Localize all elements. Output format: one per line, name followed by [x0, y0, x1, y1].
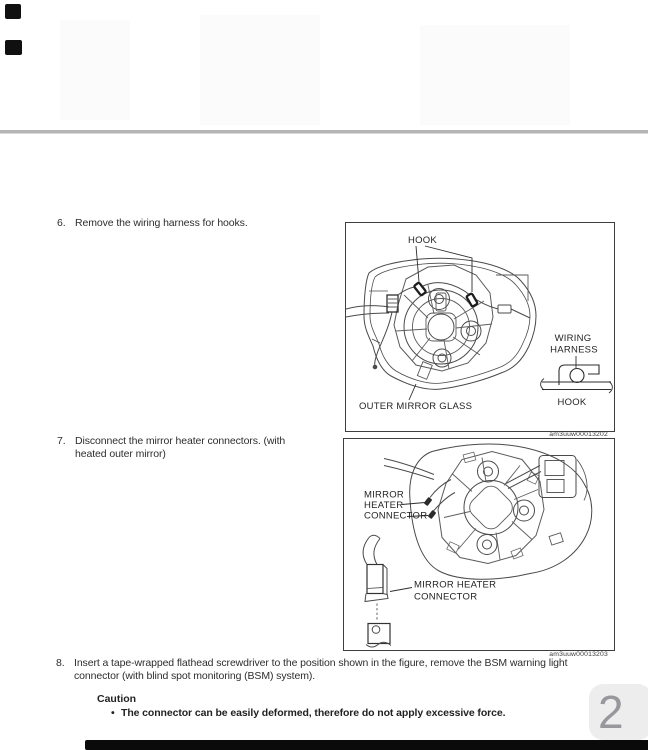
step-number: 8. [56, 657, 65, 669]
wiring-harness-label-line2: HARNESS [550, 344, 598, 356]
step-8 [56, 657, 601, 683]
step-text: Disconnect the mirror heater connectors. (with heated outer mirror) [75, 435, 286, 460]
page-corner-mark [5, 40, 22, 55]
caution-text: The connector can be easily deformed, therefore do not apply excessive force. [121, 707, 506, 719]
bullet-icon: • [111, 707, 115, 719]
step-6 [57, 217, 337, 230]
mirror-heater-connector-label-line3: CONNECTOR [364, 510, 428, 522]
mirror-heater-connector-label-line1: MIRROR [364, 489, 405, 501]
harness-hook-cross-section [541, 356, 613, 393]
scan-bleed-artifact [200, 15, 320, 125]
wiring-harness-label-line1: WIRING [554, 333, 592, 344]
caution-bullet-item [97, 707, 557, 719]
heater-connector-marker [424, 497, 433, 506]
figure-wiring-harness-hooks [345, 222, 615, 432]
hook-marker [466, 293, 478, 307]
figure-code: am3uuw00013203 [549, 650, 608, 658]
caution-block [97, 693, 557, 719]
mirror-heater-connector-diagram [344, 439, 614, 650]
page-corner-mark [5, 4, 21, 19]
step-text: Insert a tape-wrapped flathead screwdriver to the position shown in the figure, remove the BSM warning light connector (with blind spot monitoring (BSM) system). [74, 657, 568, 682]
step-number: 7. [57, 435, 66, 447]
caution-title: Caution [97, 693, 137, 705]
bottom-bar [85, 740, 648, 750]
page-number-badge [589, 684, 648, 740]
step-text: Remove the wiring harness for hooks. [75, 217, 248, 229]
outer-mirror-glass-label: OUTER MIRROR GLASS [359, 401, 473, 412]
heater-connector-marker [428, 510, 437, 519]
mirror-heater-connector-bottom-label-line2: CONNECTOR [414, 591, 478, 603]
hook-side-label: HOOK [557, 397, 587, 408]
step-7 [57, 435, 315, 461]
scan-bleed-artifact [420, 25, 570, 125]
figure-code: am3uuw00013202 [549, 430, 608, 438]
scan-bleed-artifact [60, 20, 130, 120]
hook-marker [414, 282, 426, 295]
figure-mirror-heater-connector [343, 438, 615, 651]
mirror-glass-hooks-diagram [346, 223, 614, 431]
mirror-heater-connector-label-line2: HEATER [364, 500, 404, 511]
mirror-heater-connector-bottom-label-line1: MIRROR HEATER [414, 579, 497, 591]
step-number: 6. [57, 217, 66, 229]
top-divider [0, 130, 648, 134]
hook-label: HOOK [408, 235, 437, 246]
page-number: 2 [598, 686, 624, 738]
